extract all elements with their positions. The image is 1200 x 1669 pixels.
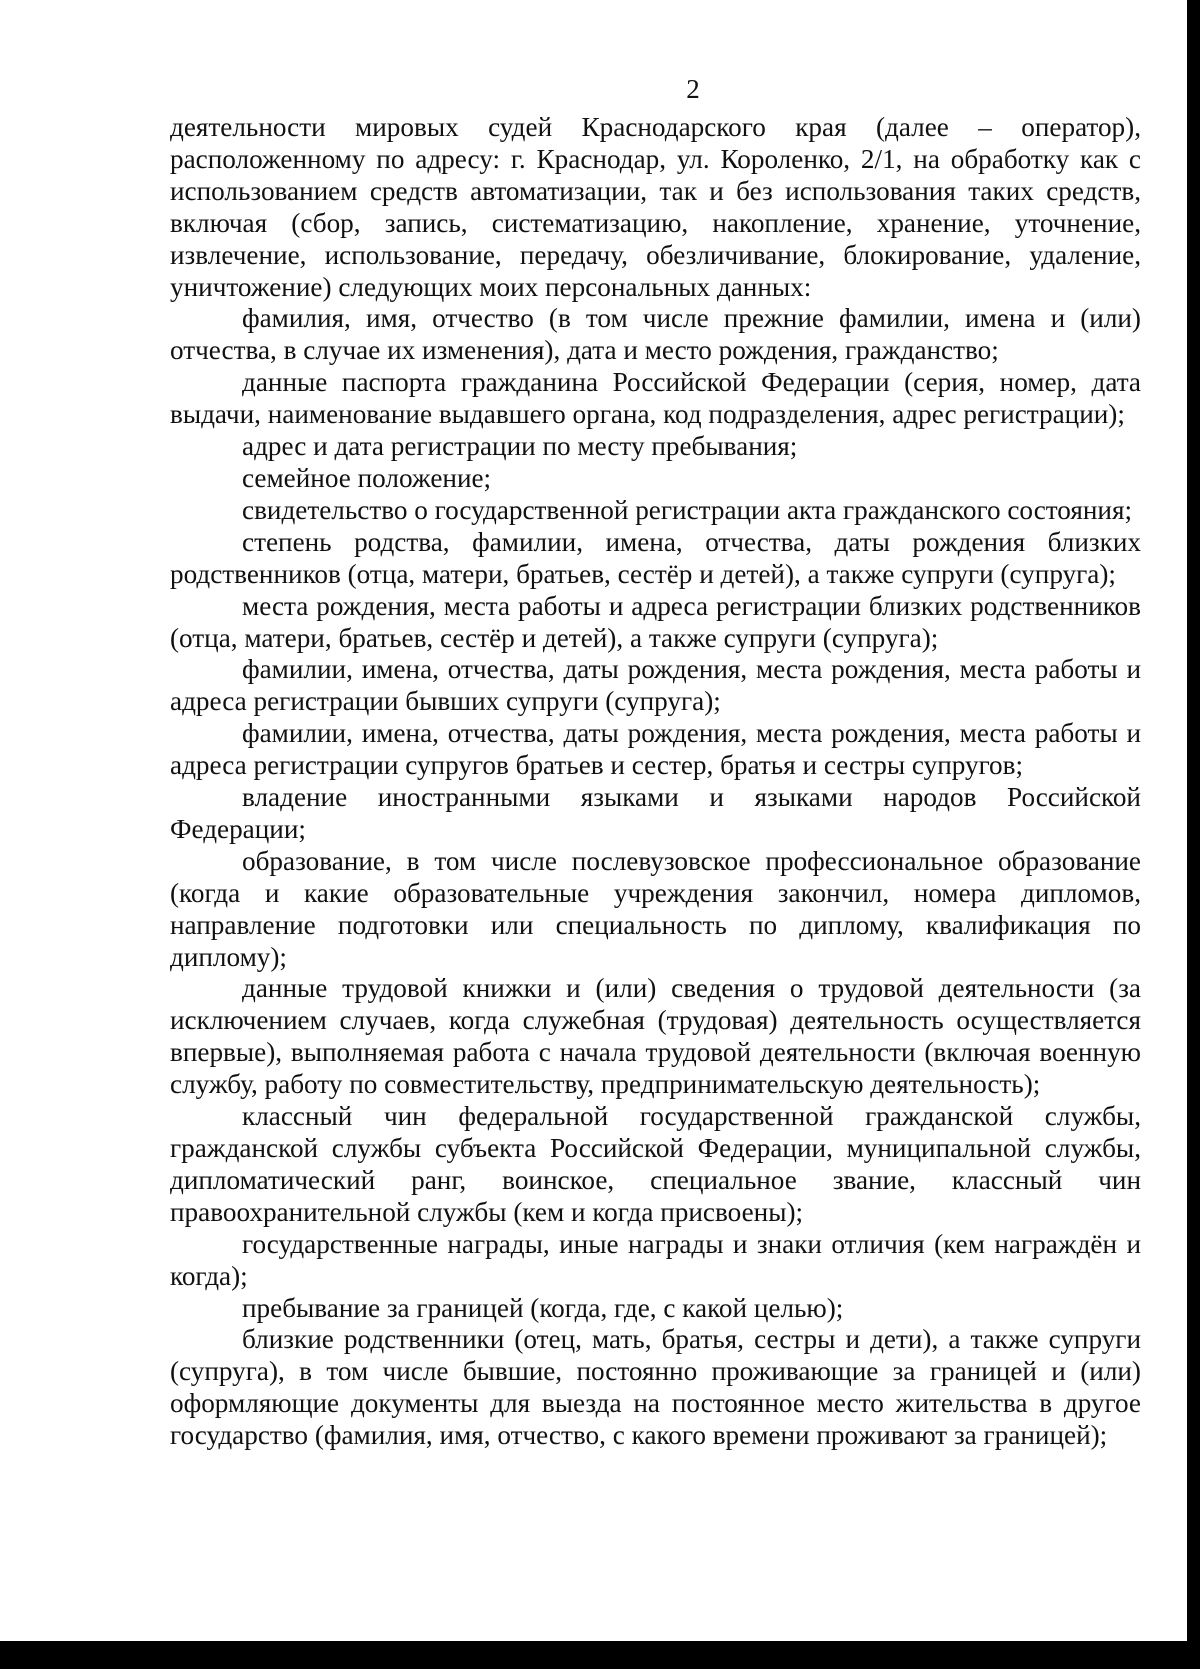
body-text — [170, 112, 1141, 1452]
paragraph-education: образование, в том числе послевузовское профессиональное образование (когда и какие образовательные учреждения закончил, номера дипломов, направление подготовки или специальность по диплому, квалификация по диплому); — [170, 845, 1141, 972]
paragraph-temporary-registration: адрес и дата регистрации по месту пребывания; — [242, 431, 798, 462]
paragraph-siblings-spouses: фамилии, имена, отчества, даты рождения, места рождения, места работы и адреса регистрации супругов братьев и сестер, братья и сестры супругов; — [170, 718, 1141, 781]
paragraph-class-rank: классный чин федеральной государственной гражданской службы, гражданской службы субъекта Российской Федерации, муниципальной службы, дипломатический ранг, воинское, специальное звание, классный чин правоохранительной службы (кем и когда присвоены); — [170, 1101, 1141, 1227]
paragraph-employment-record: данные трудовой книжки и (или) сведения о трудовой деятельности (за исключением случаев, когда служебная (трудовая) деятельность осуществляется впервые), выполняемая работа с начала трудовой деятельности (включая военную службу, работу по совместительству, предпринимательскую деятельность); — [170, 973, 1141, 1100]
scan-bottom-border — [0, 1641, 1200, 1669]
paragraph-relatives-names: степень родства, фамилии, имена, отчества, даты рождения близких родственников (отца, матери, братьев, сестёр и детей), а также супруги (супруга); — [170, 526, 1141, 589]
page-number: 2 — [686, 74, 700, 104]
paragraph-stay-abroad: пребывание за границей (когда, где, с какой целью); — [242, 1292, 844, 1323]
paragraph-full-name: фамилия, имя, отчество (в том числе прежние фамилии, имена и (или) отчества, в случае их изменения), дата и место рождения, гражданство; — [170, 303, 1141, 366]
paragraph-awards: государственные награды, иные награды и знаки отличия (кем награждён и когда); — [170, 1228, 1141, 1291]
paragraph-languages: владение иностранными языками и языками народов Российской Федерации; — [170, 782, 1141, 844]
paragraph-civil-status-certificate: свидетельство о государственной регистрации акта гражданского состояния; — [242, 494, 1133, 525]
scan-right-border — [1187, 0, 1200, 1669]
paragraph-marital-status: семейное положение; — [242, 462, 492, 493]
paragraph-relatives-places: места рождения, места работы и адреса регистрации близких родственников (отца, матери, братьев, сестёр и детей), а также супруги (супруга); — [170, 590, 1141, 653]
paragraph-passport-data: данные паспорта гражданина Российской Федерации (серия, номер, дата выдачи, наименование выдавшего органа, код подразделения, адрес регистрации); — [170, 367, 1141, 430]
paragraph-former-spouses: фамилии, имена, отчества, даты рождения, места рождения, места работы и адреса регистрации бывших супруги (супруга); — [170, 654, 1141, 717]
paragraph-relatives-abroad: близкие родственники (отец, мать, братья, сестры и дети), а также супруги (супруга), в том числе бывшие, постоянно проживающие за границей и (или) оформляющие документы для выезда на постоянное место жительства в другое государство (фамилия, имя, отчество, с какого времени проживают за границей); — [170, 1324, 1141, 1451]
paragraph-operator-consent: деятельности мировых судей Краснодарского края (далее – оператор), расположенному по адресу: г. Краснодар, ул. Короленко, 2/1, на обработку как с использованием средств автоматизации, так и без использования таких средств, включая (сбор, запись, систематизацию, накопление, хранение, уточнение, извлечение, использование, передачу, обезличивание, блокирование, удаление, уничтожение) следующих моих персональных данных: — [170, 112, 1141, 302]
